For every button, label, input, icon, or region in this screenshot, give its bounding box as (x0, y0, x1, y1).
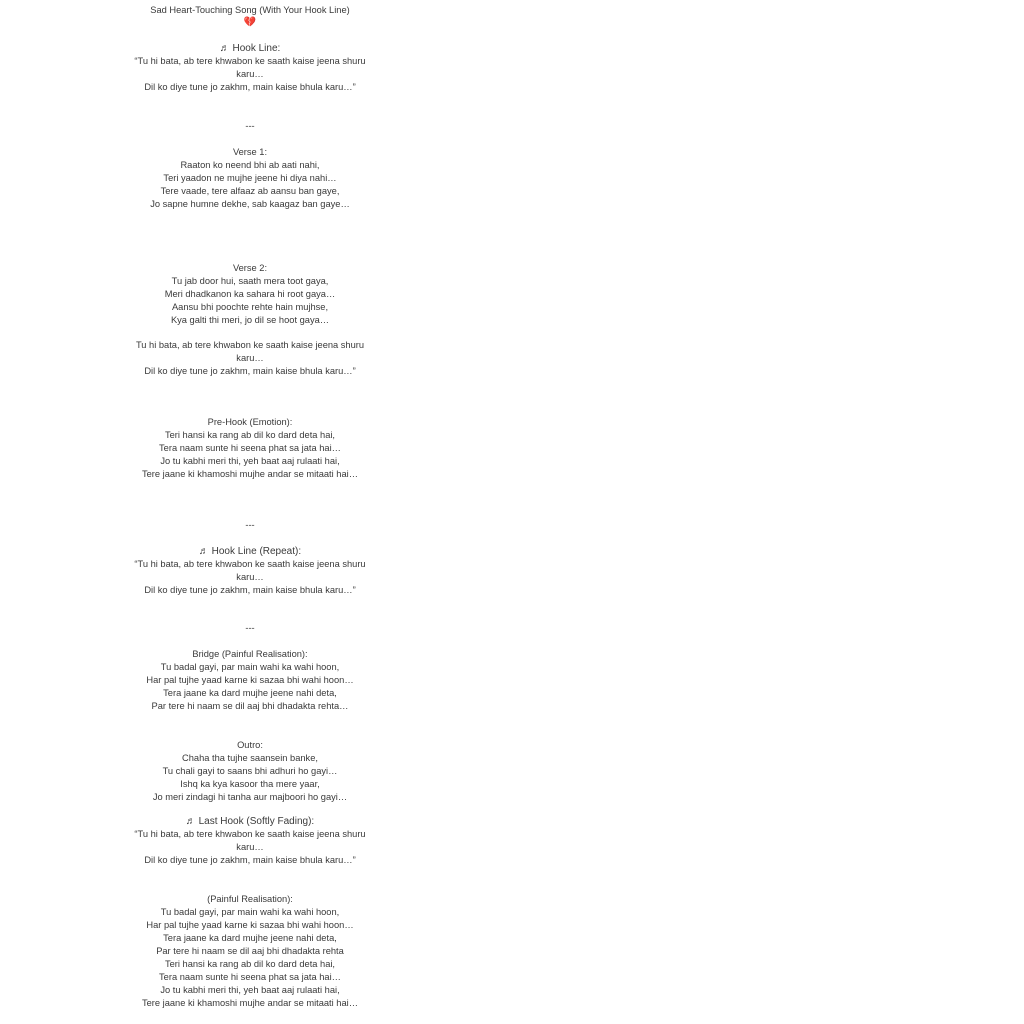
verse2-line: Kya galti thi meri, jo dil se hoot gaya… (170, 315, 330, 325)
realisation-line: Tera jaane ka dard mujhe jeene nahi deta, (163, 933, 337, 943)
separator: --- (245, 520, 255, 530)
bridge-heading: Bridge (Painful Realisation): (192, 649, 308, 659)
last-hook-line-2: Dil ko diye tune jo zakhm, main kaise bhula karu…” (144, 855, 356, 865)
hook-line-1: “Tu hi bata, ab tere khwabon ke saath kaise jeena shuru karu… (134, 56, 366, 79)
verse2-line: Aansu bhi poochte rehte hain mujhse, (171, 302, 329, 312)
last-hook-line-1: “Tu hi bata, ab tere khwabon ke saath kaise jeena shuru karu… (134, 829, 366, 852)
outro-line: Tu chali gayi to saans bhi adhuri ho gayi… (162, 766, 338, 776)
separator: --- (245, 623, 255, 633)
verse2-hook-line-2: Dil ko diye tune jo zakhm, main kaise bhula karu…” (144, 366, 356, 376)
realisation-heading: (Painful Realisation): (207, 894, 293, 904)
verse1-heading: Verse 1: (232, 147, 268, 157)
outro-heading: Outro: (237, 740, 263, 750)
hook-heading: ♬ Hook Line: (219, 43, 281, 54)
prehook-line: Tere jaane ki khamoshi mujhe andar se mitaati hai… (141, 469, 358, 479)
verse2-heading: Verse 2: (232, 263, 268, 273)
realisation-line: Tera naam sunte hi seena phat sa jata hai… (159, 972, 341, 982)
hook-line-2: Dil ko diye tune jo zakhm, main kaise bhula karu…” (144, 82, 356, 92)
verse1-line: Teri yaadon ne mujhe jeene hi diya nahi… (163, 173, 337, 183)
realisation-line: Teri hansi ka rang ab dil ko dard deta hai, (164, 959, 336, 969)
prehook-line: Teri hansi ka rang ab dil ko dard deta hai, (164, 430, 336, 440)
verse1-line: Jo sapne humne dekhe, sab kaagaz ban gaye… (150, 199, 350, 209)
document-title: Sad Heart-Touching Song (With Your Hook Line) (150, 5, 350, 15)
separator: --- (245, 121, 255, 131)
prehook-line: Tera naam sunte hi seena phat sa jata hai… (159, 443, 341, 453)
last-hook-heading: ♬ Last Hook (Softly Fading): (185, 816, 315, 827)
hook-repeat-line-1: “Tu hi bata, ab tere khwabon ke saath kaise jeena shuru karu… (134, 559, 366, 582)
realisation-line: Tere jaane ki khamoshi mujhe andar se mitaati hai… (141, 998, 358, 1008)
prehook-heading: Pre-Hook (Emotion): (207, 417, 293, 427)
hook-repeat-line-2: Dil ko diye tune jo zakhm, main kaise bhula karu…” (144, 585, 356, 595)
realisation-line: Jo tu kabhi meri thi, yeh baat aaj rulaati hai, (160, 985, 340, 995)
verse2-hook-line-1: Tu hi bata, ab tere khwabon ke saath kaise jeena shuru karu… (135, 340, 365, 363)
bridge-line: Tera jaane ka dard mujhe jeene nahi deta, (163, 688, 337, 698)
outro-line: Ishq ka kya kasoor tha mere yaar, (180, 779, 320, 789)
bridge-line: Tu badal gayi, par main wahi ka wahi hoon, (160, 662, 340, 672)
realisation-line: Tu badal gayi, par main wahi ka wahi hoon, (160, 907, 340, 917)
bridge-line: Har pal tujhe yaad karne ki sazaa bhi wahi hoon… (146, 675, 354, 685)
verse2-line: Tu jab door hui, saath mera toot gaya, (171, 276, 329, 286)
prehook-line: Jo tu kabhi meri thi, yeh baat aaj rulaati hai, (160, 456, 340, 466)
broken-heart-icon: 💔 (243, 17, 257, 28)
realisation-line: Par tere hi naam se dil aaj bhi dhadakta rehta (156, 946, 344, 956)
verse1-line: Tere vaade, tere alfaaz ab aansu ban gaye, (160, 186, 340, 196)
lyrics-document (130, 0, 370, 1024)
outro-line: Chaha tha tujhe saansein banke, (182, 753, 318, 763)
outro-line: Jo meri zindagi hi tanha aur majboori ho gayi… (152, 792, 348, 802)
hook-repeat-heading: ♬ Hook Line (Repeat): (198, 546, 302, 557)
realisation-line: Har pal tujhe yaad karne ki sazaa bhi wahi hoon… (146, 920, 354, 930)
verse2-line: Meri dhadkanon ka sahara hi root gaya… (164, 289, 336, 299)
verse1-line: Raaton ko neend bhi ab aati nahi, (180, 160, 320, 170)
bridge-line: Par tere hi naam se dil aaj bhi dhadakta rehta… (151, 701, 349, 711)
